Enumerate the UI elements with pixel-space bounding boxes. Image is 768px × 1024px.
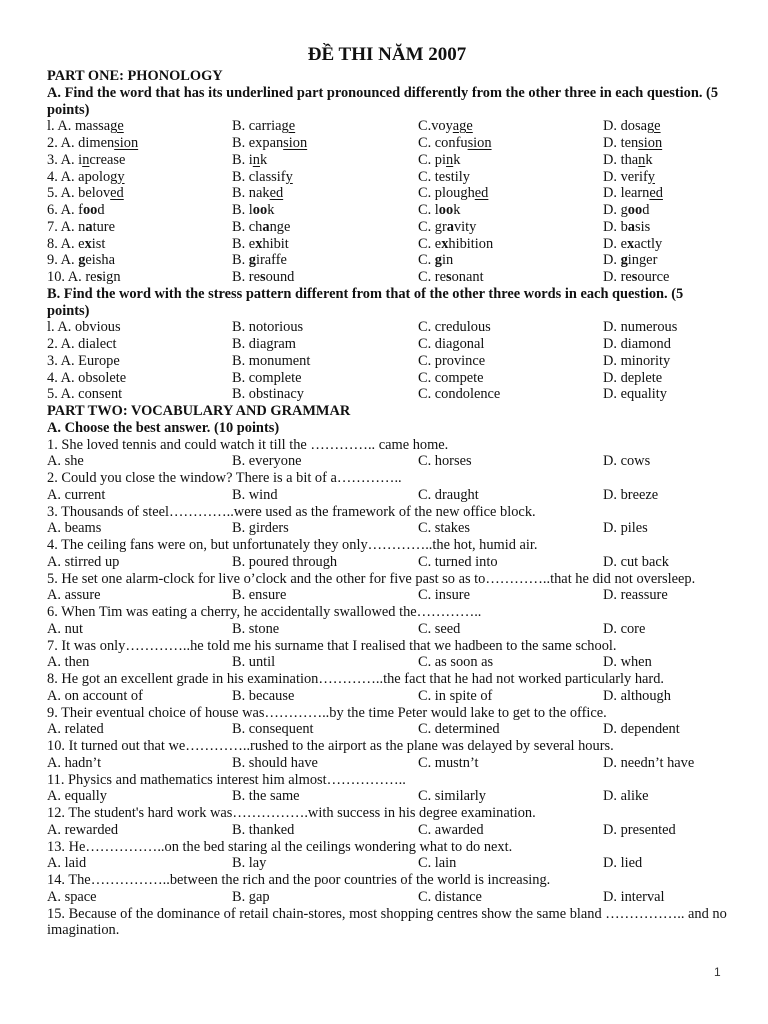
marked-sound: oo (627, 202, 643, 218)
marked-sound: y (647, 168, 655, 185)
answer-option: 8. A. exist (47, 235, 106, 252)
question-stem: 5. He set one alarm-clock for live o’clock and the other for five past so as to…………..that he did not oversleep. (47, 570, 696, 587)
answer-option: A. she (47, 453, 84, 470)
answer-option: B. the same (232, 788, 300, 805)
question-stem: 7. It was only…………..he told me his surname that I realised that we hadbeen to the same school. (47, 637, 617, 654)
question-stem: 1. She loved tennis and could watch it till the ………….. came home. (47, 436, 449, 453)
answer-option: C. diagonal (418, 336, 485, 352)
answer-option: D. alike (603, 788, 649, 805)
answer-option: A. on account of (47, 687, 143, 704)
marked-sound: n (82, 151, 90, 168)
answer-option: C. credulous (418, 319, 491, 336)
answer-option: C. testily (418, 168, 470, 185)
question-row (47, 386, 727, 403)
answer-option: D. piles (603, 520, 648, 537)
answer-option: B. wind (232, 486, 278, 503)
question-row (47, 219, 727, 236)
answer-option: 3. A. increase (47, 151, 126, 168)
answer-option: C. gin (418, 252, 454, 269)
question-row (47, 185, 727, 202)
options-row (47, 755, 727, 772)
answer-option: B. carriage (232, 118, 296, 135)
marked-sound: g (248, 252, 256, 269)
answer-option: A. then (47, 654, 90, 671)
answer-option: C. resonant (418, 269, 484, 285)
answer-option: C. distance (418, 888, 482, 905)
options-row (47, 453, 727, 470)
answer-option: A. nut (47, 620, 83, 637)
question-row (47, 252, 727, 269)
answer-option: D. diamond (603, 336, 671, 352)
options-row (47, 688, 727, 705)
question-stem: 11. Physics and mathematics interest him almost…………….. (47, 771, 406, 788)
answer-option: A. rewarded (47, 821, 119, 838)
answer-option: D. although (603, 687, 671, 704)
marked-sound: ed (269, 185, 284, 202)
question-row (47, 336, 727, 353)
options-row (47, 621, 727, 638)
answer-option: B. look (232, 202, 275, 218)
answer-option: D. equality (603, 386, 667, 403)
exam-title: ĐỀ THI NĂM 2007 (307, 44, 467, 65)
answer-option: B. classify (232, 168, 293, 185)
marked-sound: x (626, 235, 635, 252)
answer-option: D. breeze (603, 486, 659, 503)
answer-option: B. naked (232, 185, 284, 202)
answer-option: A. laid (47, 855, 87, 872)
options-row (47, 822, 727, 839)
options-row (47, 654, 727, 671)
marked-sound: oo (252, 202, 268, 218)
options-row (47, 788, 727, 805)
answer-option: C. turned into (418, 553, 498, 570)
marked-sound: n (638, 151, 646, 168)
answer-option: C. look (418, 202, 461, 218)
answer-option: B. diagram (232, 336, 296, 352)
marked-sound: ge (281, 118, 296, 135)
answer-option: 5. A. consent (47, 386, 123, 403)
marked-sound: ed (474, 185, 489, 202)
answer-option: l. A. massage (47, 118, 124, 135)
question-stem: 4. The ceiling fans were on, but unfortunately they only…………..the hot, humid air. (47, 537, 538, 553)
question-row (47, 202, 727, 219)
marked-sound: a (446, 218, 454, 235)
answer-option: A. space (47, 888, 97, 905)
answer-option: D. core (603, 620, 646, 637)
answer-option: B. ensure (232, 587, 287, 604)
answer-option: B. thanked (232, 821, 295, 838)
marked-sound: sion (283, 135, 308, 151)
marked-sound: y (285, 168, 293, 185)
answer-option: D. needn’t have (603, 754, 695, 771)
question-stem: 15. Because of the dominance of retail chain-stores, most shopping centres show the same bland …………….. and no imagination. (47, 905, 727, 939)
answer-option: 4. A. apology (47, 168, 125, 185)
answer-option: 2. A. dimension (47, 135, 139, 151)
question-row (47, 169, 727, 186)
exam-page (47, 42, 727, 939)
answer-option: A. equally (47, 788, 107, 805)
answer-option: D. cut back (603, 553, 669, 570)
options-row (47, 487, 727, 504)
vocabulary-questions (47, 437, 727, 940)
marked-sound: a (262, 218, 270, 235)
answer-option: D. learned (603, 185, 663, 202)
question-row (47, 353, 727, 370)
answer-option: A. current (47, 486, 106, 503)
answer-option: B. exhibit (232, 235, 289, 252)
phonology-a-questions (47, 118, 727, 286)
answer-option: 10. A. resign (47, 269, 121, 285)
answer-option: D. numerous (603, 319, 678, 336)
question-stem: 13. He……………..on the bed staring al the ceilings wondering what to do next. (47, 838, 513, 855)
options-row (47, 520, 727, 537)
marked-sound: a (627, 218, 635, 235)
answer-option: A. hadn’t (47, 754, 102, 771)
answer-option: D. verify (603, 168, 655, 185)
answer-option: C. draught (418, 486, 479, 503)
page-number: 1 (714, 965, 721, 979)
answer-option: D. tension (603, 135, 663, 151)
answer-option: 5. A. beloved (47, 185, 124, 202)
answer-option: B. monument (232, 352, 311, 369)
answer-option: 4. A. obsolete (47, 369, 127, 386)
answer-option: B. because (232, 687, 295, 704)
marked-sound: s (445, 269, 452, 285)
question-row (47, 236, 727, 253)
answer-option: B. everyone (232, 453, 302, 470)
marked-sound: sion (638, 135, 663, 151)
marked-sound: age (452, 118, 473, 135)
answer-option: D. interval (603, 888, 665, 905)
marked-sound: ed (110, 185, 124, 202)
marked-sound: sion (114, 135, 139, 151)
answer-option: D. thank (603, 151, 653, 168)
marked-sound: ed (649, 185, 663, 202)
answer-option: D. dosage (603, 118, 661, 135)
answer-option: D. dependent (603, 721, 680, 738)
part-one-heading: PART ONE: PHONOLOGY (47, 68, 223, 84)
question-row (47, 118, 727, 135)
options-row (47, 721, 727, 738)
answer-option: A. beams (47, 520, 102, 537)
answer-option: C. determined (418, 721, 500, 738)
options-row (47, 855, 727, 872)
marked-sound: s (259, 269, 266, 285)
answer-option: B. complete (232, 369, 302, 386)
answer-option: D. basis (603, 218, 651, 235)
answer-option: C. stakes (418, 520, 470, 537)
answer-option: D. resource (603, 269, 670, 285)
answer-option: B. girders (232, 520, 289, 537)
answer-option: D. exactly (603, 235, 663, 252)
part-one-a-instruction: A. Find the word that has its underlined part pronounced differently from the other three in each question. (5 points) (47, 84, 719, 118)
question-row (47, 370, 727, 387)
answer-option: B. notorious (232, 319, 304, 336)
answer-option: D. ginger (603, 252, 658, 269)
answer-option: B. consequent (232, 721, 314, 738)
question-stem: 9. Their eventual choice of house was…………..by the time Peter would lake to get to the office. (47, 704, 607, 721)
answer-option: B. obstinacy (232, 386, 304, 403)
marked-sound: s (631, 269, 638, 285)
marked-sound: s (96, 269, 103, 285)
marked-sound: n (446, 151, 454, 168)
answer-option: l. A. obvious (47, 319, 121, 336)
part-two-heading: PART TWO: VOCABULARY AND GRAMMAR (47, 403, 351, 419)
marked-sound: sion (467, 135, 492, 151)
answer-option: B. until (232, 654, 276, 671)
answer-option: D. deplete (603, 369, 663, 386)
answer-option: B. expansion (232, 135, 308, 151)
question-stem: 10. It turned out that we…………..rushed to the airport as the plane was delayed by several hours. (47, 738, 614, 754)
answer-option: C. mustn’t (418, 754, 479, 771)
answer-option: C. condolence (418, 386, 501, 403)
marked-sound: oo (82, 202, 98, 218)
answer-option: 6. A. food (47, 202, 105, 218)
options-row (47, 889, 727, 906)
answer-option: B. poured through (232, 553, 338, 570)
marked-sound: ge (110, 118, 124, 135)
answer-option: A. assure (47, 587, 101, 604)
answer-option: B. giraffe (232, 252, 287, 269)
answer-option: B. lay (232, 855, 267, 872)
answer-option: C. province (418, 352, 486, 369)
options-row (47, 554, 727, 571)
answer-option: C. confusion (418, 135, 492, 151)
marked-sound: x (441, 235, 449, 252)
question-row (47, 152, 727, 169)
options-row (47, 587, 727, 604)
answer-option: C. insure (418, 587, 470, 604)
answer-option: A. related (47, 721, 104, 738)
answer-option: C. in spite of (418, 687, 493, 704)
marked-sound: g (620, 252, 628, 269)
answer-option: C. awarded (418, 821, 484, 838)
part-two-a-instruction: A. Choose the best answer. (10 points) (47, 419, 280, 436)
answer-option: C. gravity (418, 218, 477, 235)
marked-sound: y (117, 168, 125, 185)
question-row (47, 135, 727, 152)
question-stem: 2. Could you close the window? There is a bit of a………….. (47, 470, 402, 486)
question-stem: 14. The……………..between the rich and the poor countries of the world is increasing. (47, 872, 551, 888)
answer-option: 9. A. geisha (47, 252, 115, 269)
part-one-b-instruction: B. Find the word with the stress pattern different from that of the other three words in each question. (5 points) (47, 285, 684, 319)
question-stem: 6. When Tim was eating a cherry, he accidentally swallowed the………….. (47, 604, 482, 620)
question-stem: 8. He got an excellent grade in his examination…………..the fact that he had not worked particularly hard. (47, 671, 664, 687)
answer-option: B. gap (232, 888, 270, 905)
answer-option: C. seed (418, 620, 461, 637)
answer-option: 2. A. dialect (47, 336, 117, 352)
answer-option: C. as soon as (418, 654, 494, 671)
marked-sound: a (85, 218, 93, 235)
answer-option: D. lied (603, 855, 643, 872)
answer-option: B. change (232, 218, 291, 235)
answer-option: D. when (603, 654, 652, 671)
answer-option: D. presented (603, 821, 676, 838)
answer-option: C. exhibition (418, 235, 494, 252)
marked-sound: n (252, 151, 260, 168)
marked-sound: g (434, 252, 442, 269)
answer-option: C. horses (418, 453, 472, 470)
answer-option: D. cows (603, 453, 651, 470)
answer-option: C. similarly (418, 788, 486, 805)
marked-sound: x (84, 235, 92, 252)
answer-option: B. stone (232, 620, 280, 637)
answer-option: D. reassure (603, 587, 668, 604)
marked-sound: x (255, 235, 263, 252)
answer-option: C. compete (418, 369, 484, 386)
question-stem: 3. Thousands of steel…………..were used as the framework of the new office block. (47, 503, 536, 520)
answer-option: 3. A. Europe (47, 352, 120, 369)
answer-option: D. good (603, 202, 650, 218)
answer-option: C. pink (418, 151, 461, 168)
answer-option: A. stirred up (47, 553, 120, 570)
marked-sound: g (78, 252, 86, 269)
marked-sound: oo (438, 202, 454, 218)
phonology-b-questions (47, 319, 727, 403)
answer-option: C.voyage (418, 118, 473, 135)
marked-sound: ge (646, 118, 661, 135)
answer-option: C. ploughed (418, 185, 489, 202)
question-row (47, 269, 727, 286)
answer-option: C. lain (418, 855, 457, 872)
question-row (47, 319, 727, 336)
answer-option: B. ink (232, 151, 268, 168)
answer-option: B. should have (232, 754, 318, 771)
answer-option: B. resound (232, 269, 295, 285)
question-stem: 12. The student's hard work was…………….with success in his degree examination. (47, 805, 536, 821)
answer-option: 7. A. nature (47, 218, 115, 235)
answer-option: D. minority (603, 352, 671, 369)
